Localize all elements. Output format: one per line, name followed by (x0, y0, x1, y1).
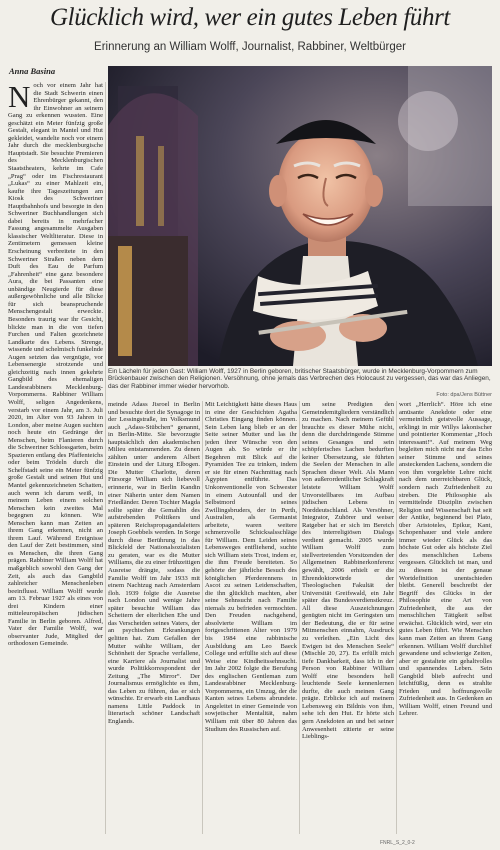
column-divider (396, 401, 397, 834)
column-divider (105, 82, 106, 834)
article-column-1 (8, 82, 103, 834)
column-5-text: wort „Herrlich“. Höre ich eine amüsante Anekdote oder eine vermeintlich geistvolle Aussage, erklingt in mir Willys lakonischer und pointierter Kommentar „Hoch interessant!“. Auf meinem Weg begleiten mich nicht nur das Echo seiner Stimme und seines ansteckenden Lachens, sondern die von ihm vorgelebte Lehre nicht nach dem unerreichbaren Glück, sondern nach Zufriedenheit zu streben. Die Philosophie als vermittelnde Disziplin zwischen Religion und Wissenschaft hat seit der Antike, beginnend bei Plato, über Aristoteles, Epikur, Kant, Schopenhauer und viele andere immer wieder Glück als das höchste Gut oder als höchste Ziel des menschlichen Lebens vergessen. Glücklich ist man, und zu diesem ist der genaue Wortdefinition unentschieden bleibt. Generell beschreibt der Begriff des Glücks in der Philosophie eine Art von Zufriedenheit, die aus der menschlichen Tätigkeit selbst erwächst. Glücklich wird, wer ein gutes Leben führt. Wie Menschen kann man Zeiten an ihrem Gang erkennen. William Wolff durchlief gewandene und schwierige Zeiten, aber er gestaltete ein gehaltvolles und spannendes Leben. Sein Gangbild blieb aufrecht und leichtfüßig, denn es strahlte Frieden und hoffnungsvolle Zufriedenheit aus. In Gedenken an William Wolff, einen Freund und Lehrer. (399, 401, 492, 718)
column-1-text: och vor einem Jahr hat die Stadt Schwerin einen Ehrenbürger gekannt, den ihr Einwohner an seinem Gang zu erkennen wussten. Eine geschätzt ein Meter fünfzig große Gestalt, elegant in Mantel und Hut gekleidet, wandelte noch vor einem Jahr durch die mecklenburgische Hauptstadt. Sie besuchte Premieren des Mecklenburgischen Staatstheaters, kehrte im Cafe „Prag“ oder im Fischrestaurant „Lukas“ zu einer Mahlzeit ein, kaufte ihre Tageszeitungen am Kiosk des Schweriner Hauptbahnhofs und besorgte in den Schweriner Buchhandlungen sich dabei bereits in mehrfacher Fassung angesammelte Ausgaben klassischer Weltliteratur. Diese in Zentimetern gemessen kleine Erscheinung verbreitete in den Schweriner Straßen neben dem Duft des Eau de Parfum „Fahrenheit“ eine ganz besondere Aura, die bei Passanten eine unbändige Neugierde für diese außergewöhnliche und alle Blicke für sich beanspruchende Menschengestalt erweckte. Besonders traurig war ihr Gesicht, blickte man in die von tiefen Furchen und Falten gezeichnete Landkarte des Lebens. Strenge, wissende und schelmisch funkelnde Augen setzten das vergnügte, vor Lebensenergie strotzende und gleichzeitig nach innen gekehrte Gangbild des ehemaligen Landesrabbiners Mecklenburg-Vorpommerns. Rabbiner William Wolff, seligen Angedenkens, verstarb vor einem Jahr, am 3. Juli 2020, im Alter von 93 Jahren in London, aber meine Augen suchten noch heute ein Gedränge der Menschen, beim Flanieren durch die Schweriner Schlossgarten, beim Spazieren entlang des Pfaffenteichs oder beim Trödeln durch die Schelfstadt seine ein Meter fünfzig große Gestalt und seinen Hut und Mantel gekennzeichneten Schatten, auch wenn ich darum weiß, in meinem Leben einem solchen Menschen kein zweites Mal begegnen zu können. Wie Menschen kann man Zeiten an ihrem Gang erkennen, nicht an ihrem Lauf. Während Ereignisse den Lauf der Zeit bestimmen, sind es Menschen, die ihren Gang prägen. Rabbiner William Wolff hat maßgeblich sowohl den Gang der Zeit, als auch das Gangbild zahlreicher Menschenleben beeinflusst. William Wolff wurde am 13. Februar 1927 als eines von drei Kindern einer mitteleuropäischen jüdischen Familie in Berlin geboren. Alfred, Vater der Familie Wolff, war observanter Jude, Mitglied der orthodoxen Gemeinde. (8, 82, 103, 648)
photo-credit: Foto: dpa/Jens Büttner (436, 392, 492, 398)
drop-cap: N (8, 82, 31, 114)
portrait-illustration (108, 66, 492, 366)
article-subtitle: Erinnerung an William Wolff, Journalist, Rabbiner, Weltbürger (94, 41, 406, 53)
column-4-text: um seine Predigten den Gemeindemitgliedern verständlich zu machen. Nach meinem Gefühl brauchte es dieser Mühe nicht, denn die durchdringende Stimme seines Gesanges und sein schöpferisches Lachen bedurften keiner Übersetzung, sie führten die Seelen der Menschen in alle Sprachen dieser Welt. Als Mann von außerordentlicher Schlagkraft leistete William Wolff Unvorstellbares im Aufbau jüdischen Lebens in Norddeutschland. Als Versöhner, Integrator, Zuhörer und weiser Ratgeber hat er sich im Bereich des interreligiösen Dialogs verdient gemacht. 2005 wurde William Wolff zum stellvertretenden Vorsitzenden der Allgemeinen Rabbinerkonferenz gewählt, 2006 erhielt er die Ehrendoktorwürde der Theologischen Fakultät der Universität Greifswald, ein Jahr später das Bundesverdienstkreuz. All diese Auszeichnungen genügten nicht im Geringsten um der Bedeutung, die er für seine Mitmenschen einnahm, Ausdruck zu verleihen. „Ein Licht des Ewigen ist des Menschen Seele“ (Mischle 20, 27). Es erfüllt mich tiefe Dankbarkeit, dass ich in der Person von Rabbiner William Wolff eine besonders hell leuchtende Seele kennenlernen durfte, die auch meinen Gang prägte. Erblicke ich auf meinem Lebensweg ein Bildnis von ihm, sehe ich den Hut. Er hörte sich gern Anekdoten an und bei seiner Anwesenheit zitierte er seine Lieblings- (302, 401, 394, 741)
article-column-2 (108, 401, 200, 834)
article-column-5 (399, 401, 492, 834)
column-divider (299, 401, 300, 834)
article-title: Glücklich wird, wer ein gutes Leben führt (50, 4, 450, 31)
column-divider (202, 401, 203, 834)
photo-caption: Ein Lächeln für jeden Gast: William Wolff, 1927 in Berlin geboren, britischer Staatsbürger, wurde in Mecklenburg-Vorpommern zum Brückenbauer zwischen den Religionen. Versöhnung, ohne jemals das Verbrechen des Holocaust zu vergessen, das war das Anliegen, das der Rabbiner immer wieder hervorhob. (108, 368, 491, 390)
page-footer-code: FNRL_S_2_0-2 (380, 840, 415, 846)
article-column-4 (302, 401, 394, 834)
article-photo (108, 66, 492, 366)
author-name: Anna Basina (9, 66, 56, 76)
column-2-text: meinde Adass Jisroel in Berlin und besuchte dort die Synagoge in der Lessingstraße, im Volksmund auch „Adass-Stübchen“ genannt, in Berlin-Mitte. Sie bevorzugte hauptsächlich den akademischen Milieu entstammenden. Zu denen zählten unter anderem Albert Einstein und der Liturg Elbogen. Die Mutter Charlotte, deren Fürsorge William sich liebevoll erinnerte, war in Berlin Kandin einer Näherin unter dem Namen Friedländer. Deren Tochter Magda sollte später die Gemahlin des aufstrebenden Politikers und späteren Reichspropagandaleiters Joseph Goebbels werden. In Sorge durch diese Berührung in das Blickfeld der Nationalsozialisten zu geraten, war es die Mutter Williams, die zu einer frühzeitigen Ausreise drängte, sodass die Familie Wolff im Jahr 1933 mit einem Nachtzug nach Amsterdam floh. 1939 folgte die Ausreise nach London und wenige Jahre später besuchte William das Scheitern der elterlichen Ehe und das Verscheiden seines Vaters, der an psychischen Erkrankungen gelitten hat. Zum Gefallen der Mutter wählte William, der Schönheit der Sprache verfallene, eine Karriere als Journalist und wurde Politikkorrespondent der Zeitung „The Mirror“. Der Journalismus ermöglichte es ihm, das Leben zu führen, das er sich wünschte. Er erwarb ein Landhaus namens Little Paddock in literarisch schöner Landschaft Englands. (108, 401, 200, 725)
column-3-text: Mit Leichtigkeit hätte dieses Haus in eine der Geschichten Agatha Christies Eingang finden können. Sein Leben lang blieb er an der Seite seiner Mutter und las ihr jeden ihrer Wünsche von den Augen ab. So würde er ihr Begehren mit Blick auf die Pyramiden Tee zu trinken, indem er sie für einen Nachmittag nach Ägypten entführte. Das Unkonventionelle von Schwester in einem Autounfall und der Selbstmord seines Zwillingsbruders, der in Perth, Australien, als Germanist arbeitete, waren weitere schmerzvolle Schicksalsschläge für William. Dem Leiden seines Lebensweges entfliehend, suchte sich William stets Trost, indem er, die ihm Freude bereiteten. So gehörte der jährliche Besuch des königlichen Pferderennens in Ascot zu seinen Leidenschaften, die ihn glücklich machten, aber seine Sehnsucht nach Familie niemals zu befrieden vermochten. Den Freuden nachgehend, absolvierte William im fortgeschrittenen Alter von 1979 bis 1984 eine rabbinische Ausbildung am Leo Baeck College und erfüllte sich auf diese Weise eine Kindheitssehnsucht. Im Jahr 2002 folgte die Berufung des englischen Gentleman zum Landesrabbiner Mecklenburg-Vorpommerns, ein Umzug, der die Kanten seines Lebens abrundete. Angeleitet in einer Gemeinde von sowjetischer Mentalität, nahm William mit über 80 Jahren das Studium des Russischen auf. (205, 401, 297, 733)
article-column-3 (205, 401, 297, 834)
